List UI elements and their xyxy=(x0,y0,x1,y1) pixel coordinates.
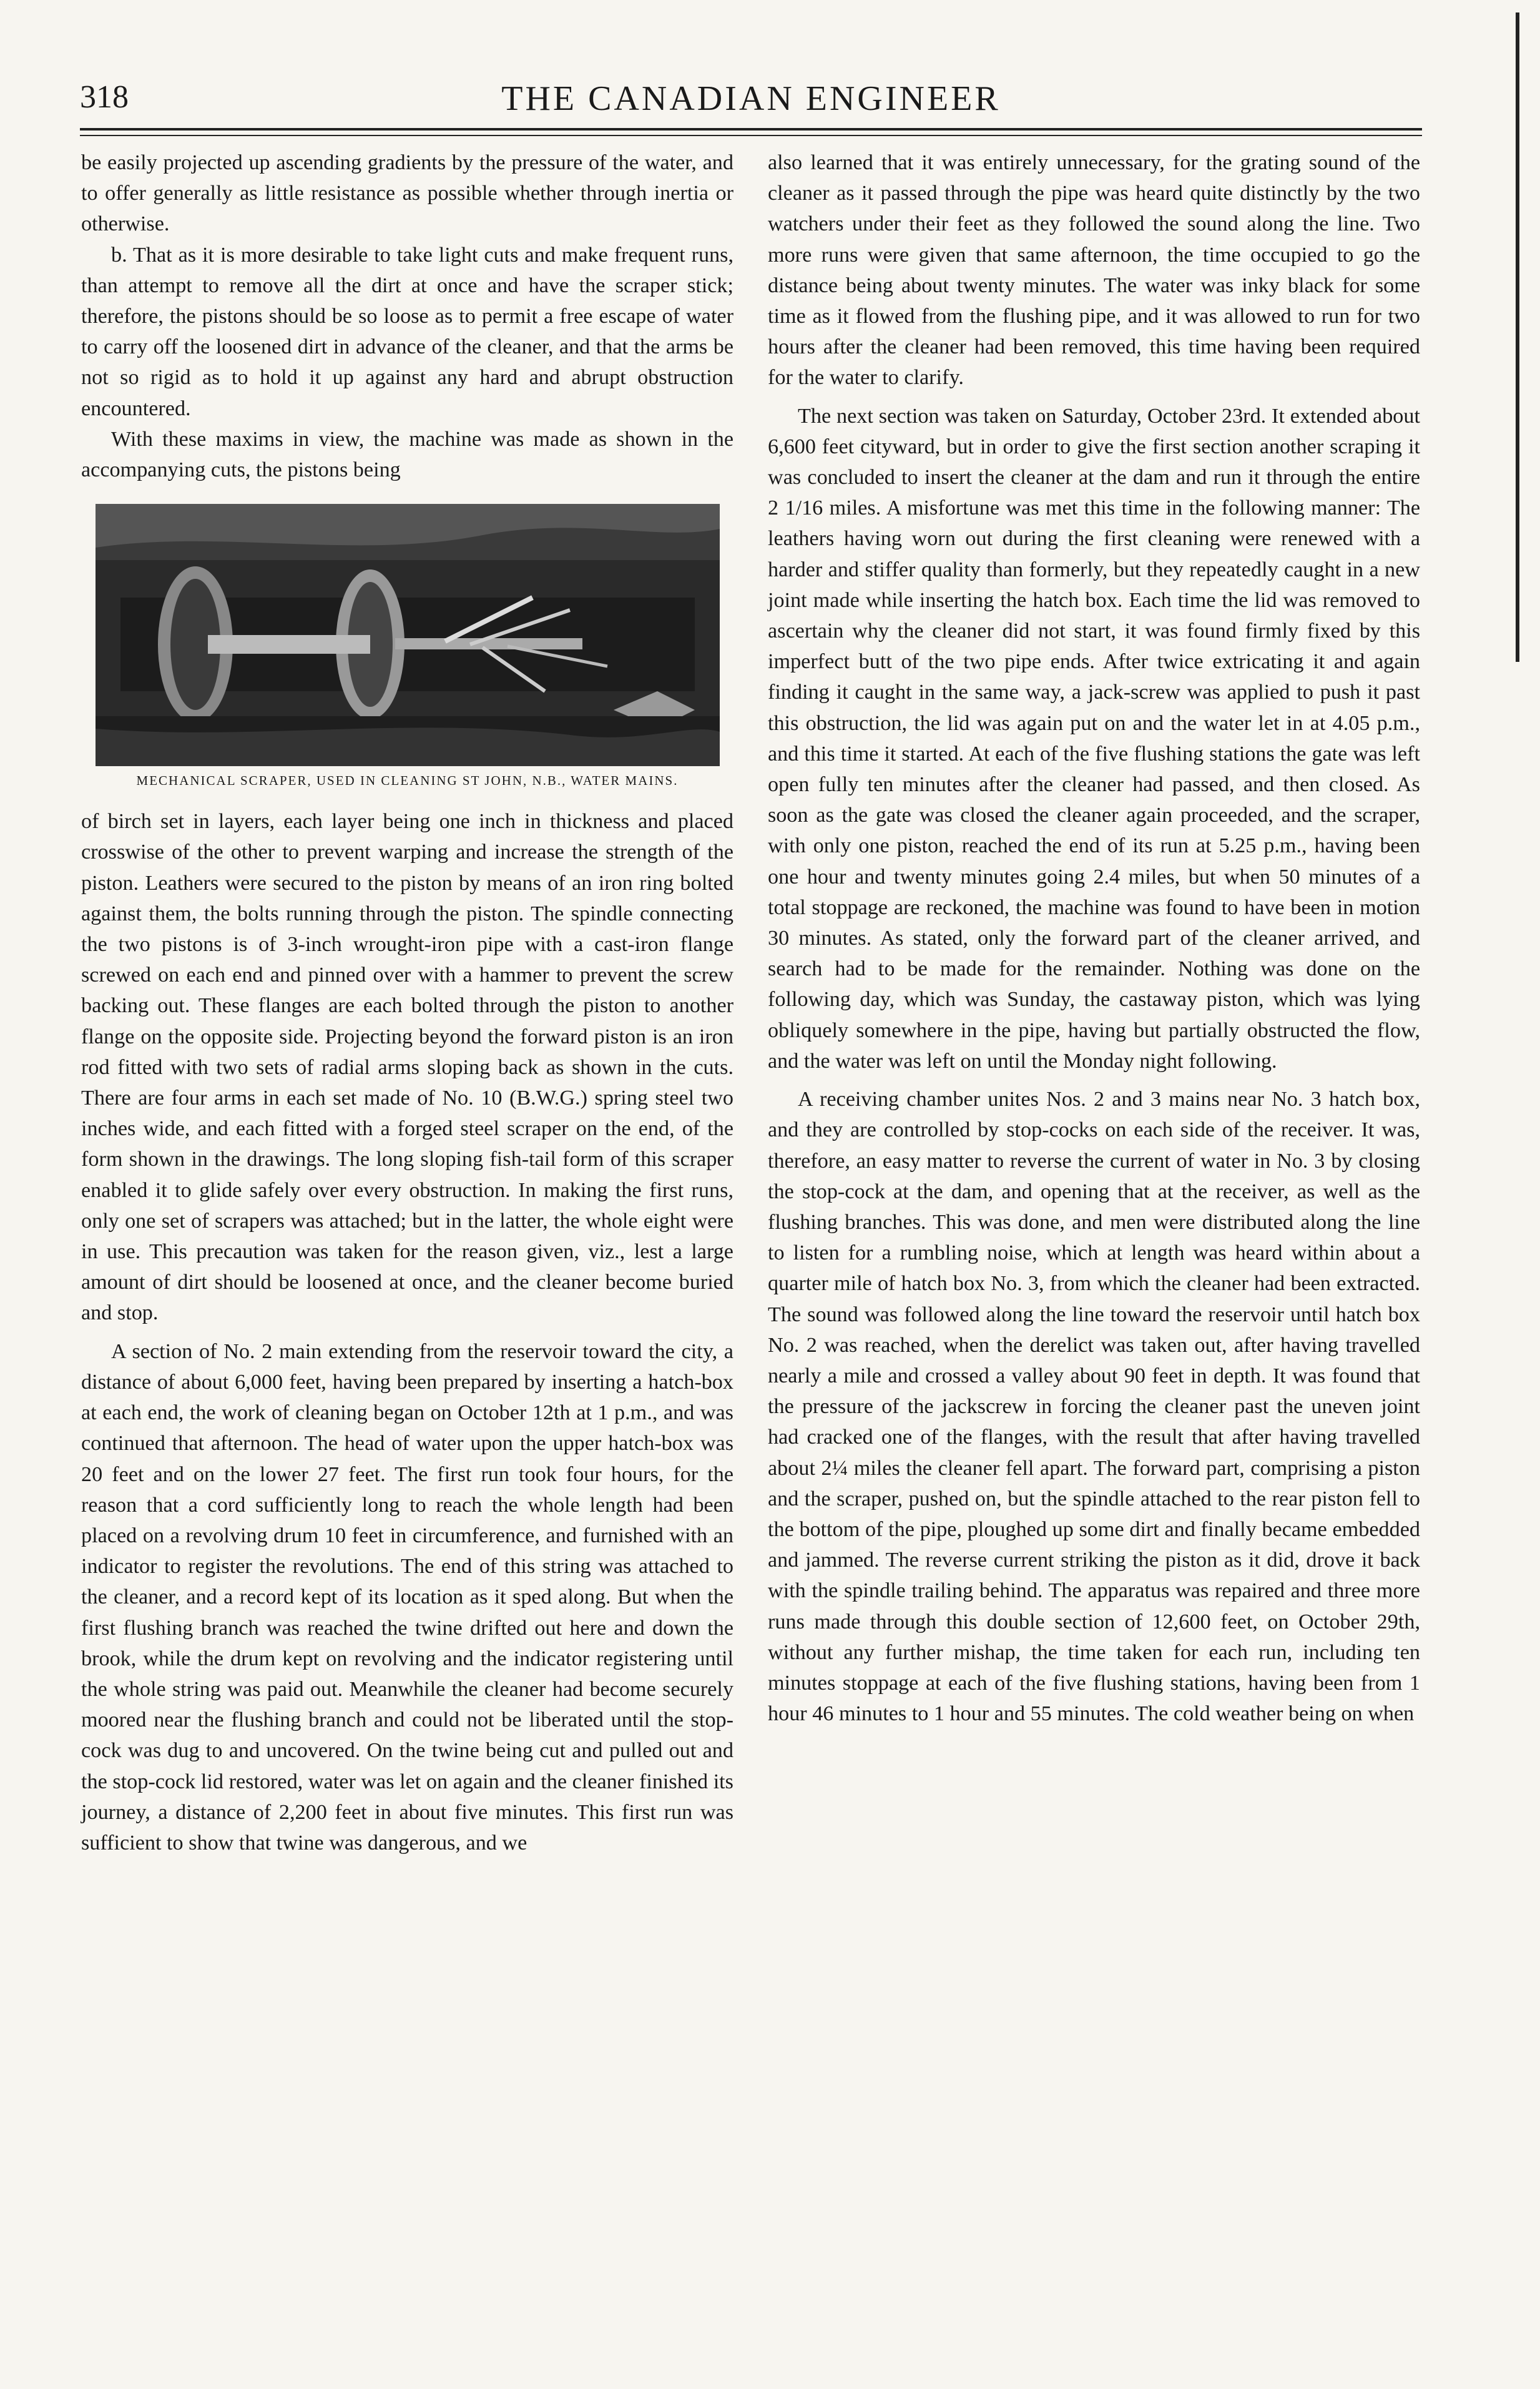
paragraph: A receiving chamber unites Nos. 2 and 3 mains near No. 3 hatch box, and they are controlled by stop-cocks on each side of the receiver. It was, therefore, an easy matter to reverse the current of water in No. 3 by closing the stop-cock at the dam, and opening that at the receiver, as well as the flushing branches. This was done, and men were distributed along the line to listen for a rumbling noise, which at length was heard within about a quarter mile of hatch box No. 3, from which the cleaner had been extracted. The sound was followed along the line toward the reservoir until hatch box No. 2 was reached, when the derelict was taken out, after having travelled nearly a mile and crossed a valley about 90 feet in depth. It was found that the pressure of the jackscrew in forcing the cleaner past the uneven joint had cracked one of the flanges, with the result that after having travelled about 2¼ miles the cleaner fell apart. The forward part, comprising a piston and the scraper, pushed on, but the spindle attached to the rear piston fell to the bottom of the pipe, ploughed up some dirt and finally became embedded and jammed. The reverse current striking the piston as it did, drove it back with the spindle trailing behind. The apparatus was repaired and three more runs made through this double section of 12,600 feet, on October 29th, without any further mishap, the time taken for each run, including ten minutes stoppage at each of the five flushing stations, having been from 1 hour 46 minutes to 1 hour and 55 minutes. The cold weather being on when xyxy=(768,1088,1420,1726)
scraper-photo-image xyxy=(96,504,720,766)
scan-edge-line xyxy=(1516,12,1519,662)
right-column xyxy=(768,147,1420,2258)
paragraph: The next section was taken on Saturday, October 23rd. It extended about 6,600 feet cityward, but in order to give the first section another scraping it was concluded to insert the cleaner at the dam and run it through the entire 2 1/16 miles. A misfortune was met this time in the following manner: The leathers having worn out during the first cleaning were renewed with a harder and stiffer quality than formerly, but they repeatedly caught in a new joint made while inserting the hatch box. Each time the lid was removed to ascertain why the cleaner did not start, it was found firmly fixed by this imperfect butt of the two pipe ends. After twice extricating it and again finding it caught in the same way, a jack-screw was applied to push it past this obstruction, the lid was again put on and the water let in at 4.05 p.m., and this time it started. At each of the five flushing stations the gate was left open fully ten minutes after the cleaner had passed, and then closed. As soon as the gate was closed the cleaner again proceeded, and the scraper, with only one piston, reached the end of its run at 5.25 p.m., having been one hour and twenty minutes going 2.4 miles, but when 50 minutes of a total stoppage are reckoned, the machine was found to have been in motion 30 minutes. As stated, only the forward part of the cleaner arrived, and search had to be made for the remainder. Nothing was done on the following day, which was Sunday, the castaway piston, which was lying obliquely somewhere in the pipe, having but partially obstructed the flow, and the water was left on until the Monday night following. xyxy=(768,404,1420,1073)
header-rule-thick xyxy=(80,128,1422,131)
journal-title: THE CANADIAN ENGINEER xyxy=(501,79,1001,118)
paragraph: A section of No. 2 main extending from the reservoir toward the city, a distance of about 6,000 feet, having been prepared by inserting a hatch-box at each end, the work of cleaning began on October 12th at 1 p.m., and was continued that afternoon. The head of water upon the upper hatch-box was 20 feet and on the lower 27 feet. The first run took four hours, for the reason that a cord sufficiently long to reach the whole length had been placed on a revolving drum 10 feet in circumference, and furnished with an indicator to register the revolutions. The end of this string was attached to the cleaner, and a record kept of its location as it sped along. But when the first flushing branch was reached the twine drifted out here and down the brook, while the drum kept on revolving and the indicator registering until the whole string was paid out. Meanwhile the cleaner had become securely moored near the flushing branch and could not be liberated until the stop-cock was dug to and uncovered. On the twine being cut and pulled out and the stop-cock lid restored, water was let on again and the cleaner finished its journey, a distance of 2,200 feet in about five minutes. This first run was sufficient to show that twine was dangerous, and we xyxy=(81,1339,733,1855)
page-header xyxy=(80,74,1422,130)
paragraph: of birch set in layers, each layer being one inch in thickness and placed crosswise of the other to prevent warping and increase the strength of the piston. Leathers were secured to the piston by means of an iron ring bolted against them, the bolts running through the piston. The spindle connecting the two pistons is of 3-inch wrought-iron pipe with a cast-iron flange screwed on each end and pinned over with a hammer to prevent the screw backing out. These flanges are each bolted through the piston to another flange on the opposite side. Projecting beyond the forward piston is an iron rod fitted with two sets of radial arms sloping back as shown in the cuts. There are four arms in each set made of No. 10 (B.W.G.) spring steel two inches wide, and each fitted with a forged steel scraper on the end, of the form shown in the drawings. The long sloping fish-tail form of this scraper enabled it to glide safely over every obstruction. In making the first runs, only one set of scrapers was attached; but in the latter, the whole eight were in use. This precaution was taken for the reason given, viz., lest a large amount of dirt should be loosened at once, and the cleaner become buried and stop. xyxy=(81,810,733,1325)
paragraph: With these maxims in view, the machine was made as shown in the accompanying cuts, the pistons being xyxy=(81,427,733,482)
scraper-photo xyxy=(96,504,720,766)
paragraph: b. That as it is more desirable to take light cuts and make frequent runs, than attempt to remove all the dirt at once and have the scraper stick; therefore, the pistons should be so loose as to permit a free escape of water to carry off the loosened dirt in advance of the cleaner, and that the arms be not so rigid as to hold it up against any hard and abrupt obstruction encountered. xyxy=(81,243,733,420)
header-rule-thin xyxy=(80,135,1422,136)
paragraph: be easily projected up ascending gradients by the pressure of the water, and to offer generally as little resistance as possible whether through inertia or otherwise. xyxy=(81,151,733,236)
left-column xyxy=(81,147,733,2258)
page-number: 318 xyxy=(80,79,129,115)
paragraph: also learned that it was entirely unnecessary, for the grating sound of the cleaner as it passed through the pipe was heard quite distinctly by the two watchers under their feet as they followed the sound along the line. Two more runs were given that same afternoon, the time occupied to go the distance being about twenty minutes. The water was inky black for some time as it flowed from the flushing pipe, and it was allowed to run for two hours after the cleaner had been removed, this time having been required for the water to clarify. xyxy=(768,151,1420,390)
figure-caption: MECHANICAL SCRAPER, USED IN CLEANING ST JOHN, N.B., WATER MAINS. xyxy=(136,773,679,789)
